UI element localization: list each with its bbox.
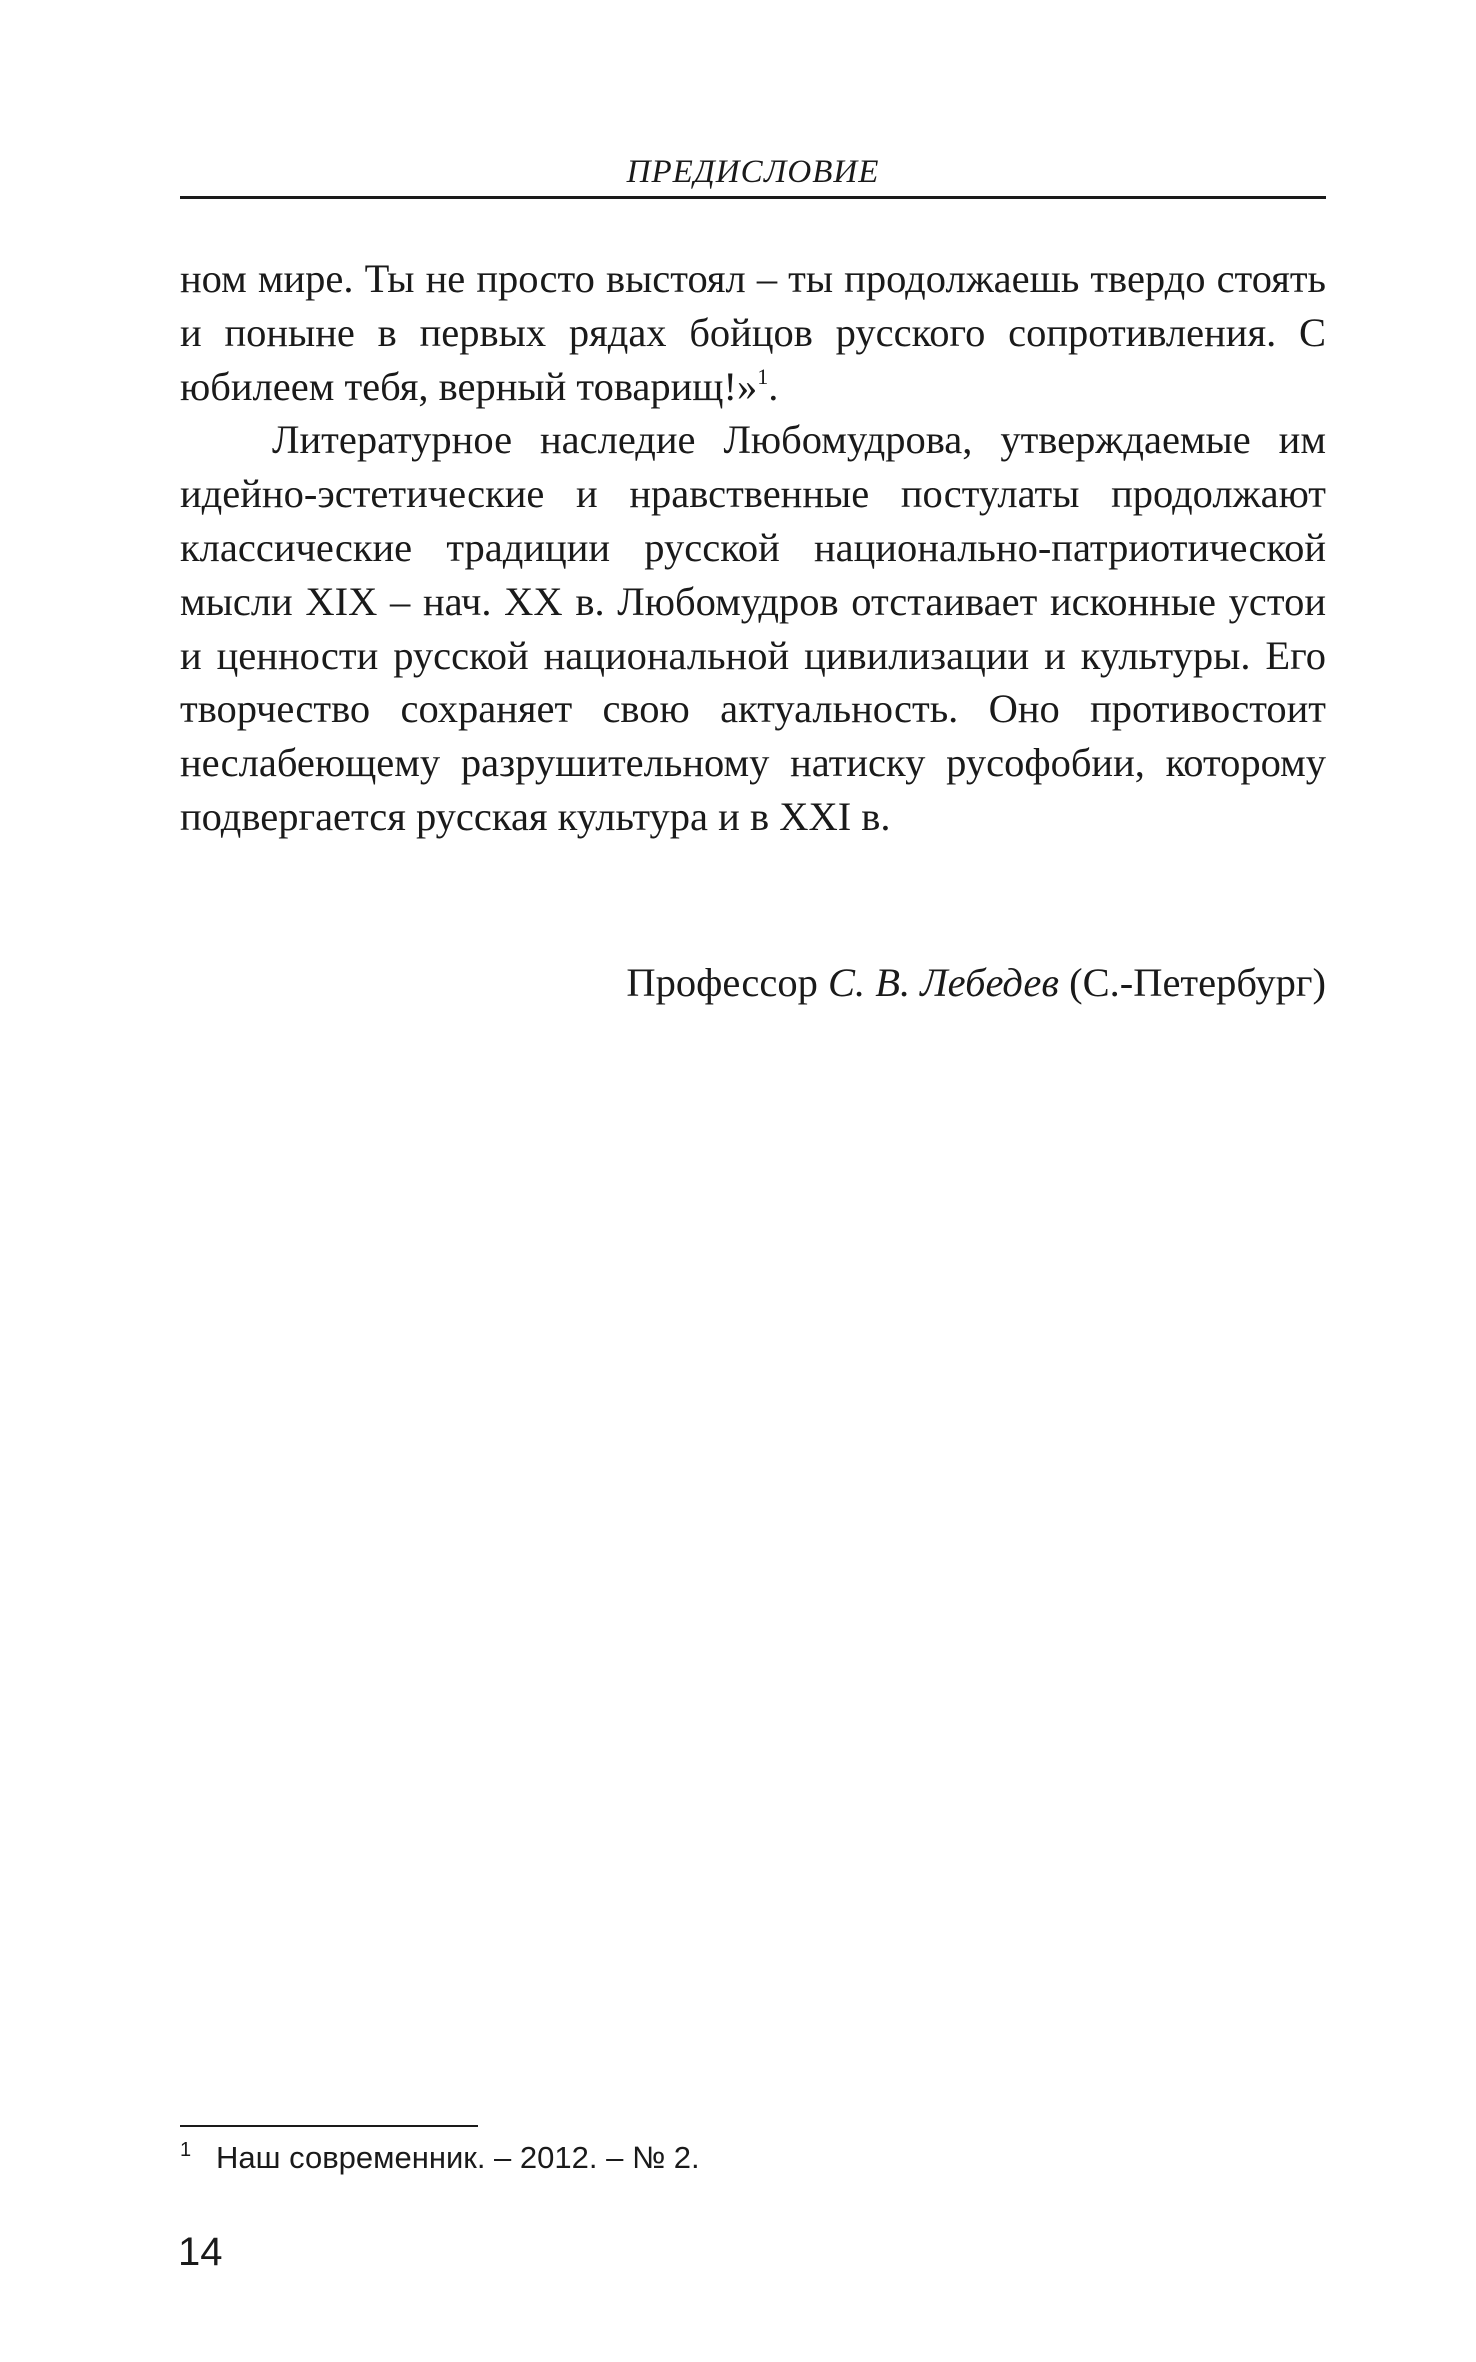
- signature-place: (С.-Петербург): [1069, 960, 1326, 1005]
- body-text: [180, 252, 1326, 844]
- signature-title: Профессор: [626, 960, 818, 1005]
- paragraph-continued: [180, 252, 1326, 413]
- running-head: ПРЕДИСЛОВИЕ: [626, 154, 880, 190]
- footnote: 1 Наш современник. – 2012. – № 2.: [180, 2139, 700, 2175]
- signature: [180, 956, 1326, 1010]
- running-head-rule: [180, 196, 1326, 199]
- page-number: 14: [178, 2230, 223, 2274]
- paragraph-2: Литературное наследие Любомудрова, утверждаемые им идейно-эстетические и нравственные постулаты продолжают классические традиции русской национально-патриотической мысли XIX – нач. XX в. Любомудров отстаивает исконные устои и ценности русской национальной цивилизации и культуры. Его творчество сохраняет свою актуальность. Оно противостоит неслабеющему разрушительному натиску русофобии, которому подвергается русская культура и в XXI в.: [180, 417, 1326, 839]
- footnote-rule: [180, 2125, 478, 2127]
- footnote-text: Наш современник. – 2012. – № 2.: [216, 2140, 700, 2175]
- paragraph-1-text: ном мире. Ты не просто выстоял – ты продолжаешь твердо стоять и поныне в первых рядах бойцов русского сопротивления. С юбилеем тебя, верный товарищ!»: [180, 256, 1326, 409]
- paragraph-1-tail: .: [768, 363, 779, 409]
- signature-name: С. В. Лебедев: [827, 960, 1059, 1005]
- footnote-reference: 1: [757, 363, 769, 389]
